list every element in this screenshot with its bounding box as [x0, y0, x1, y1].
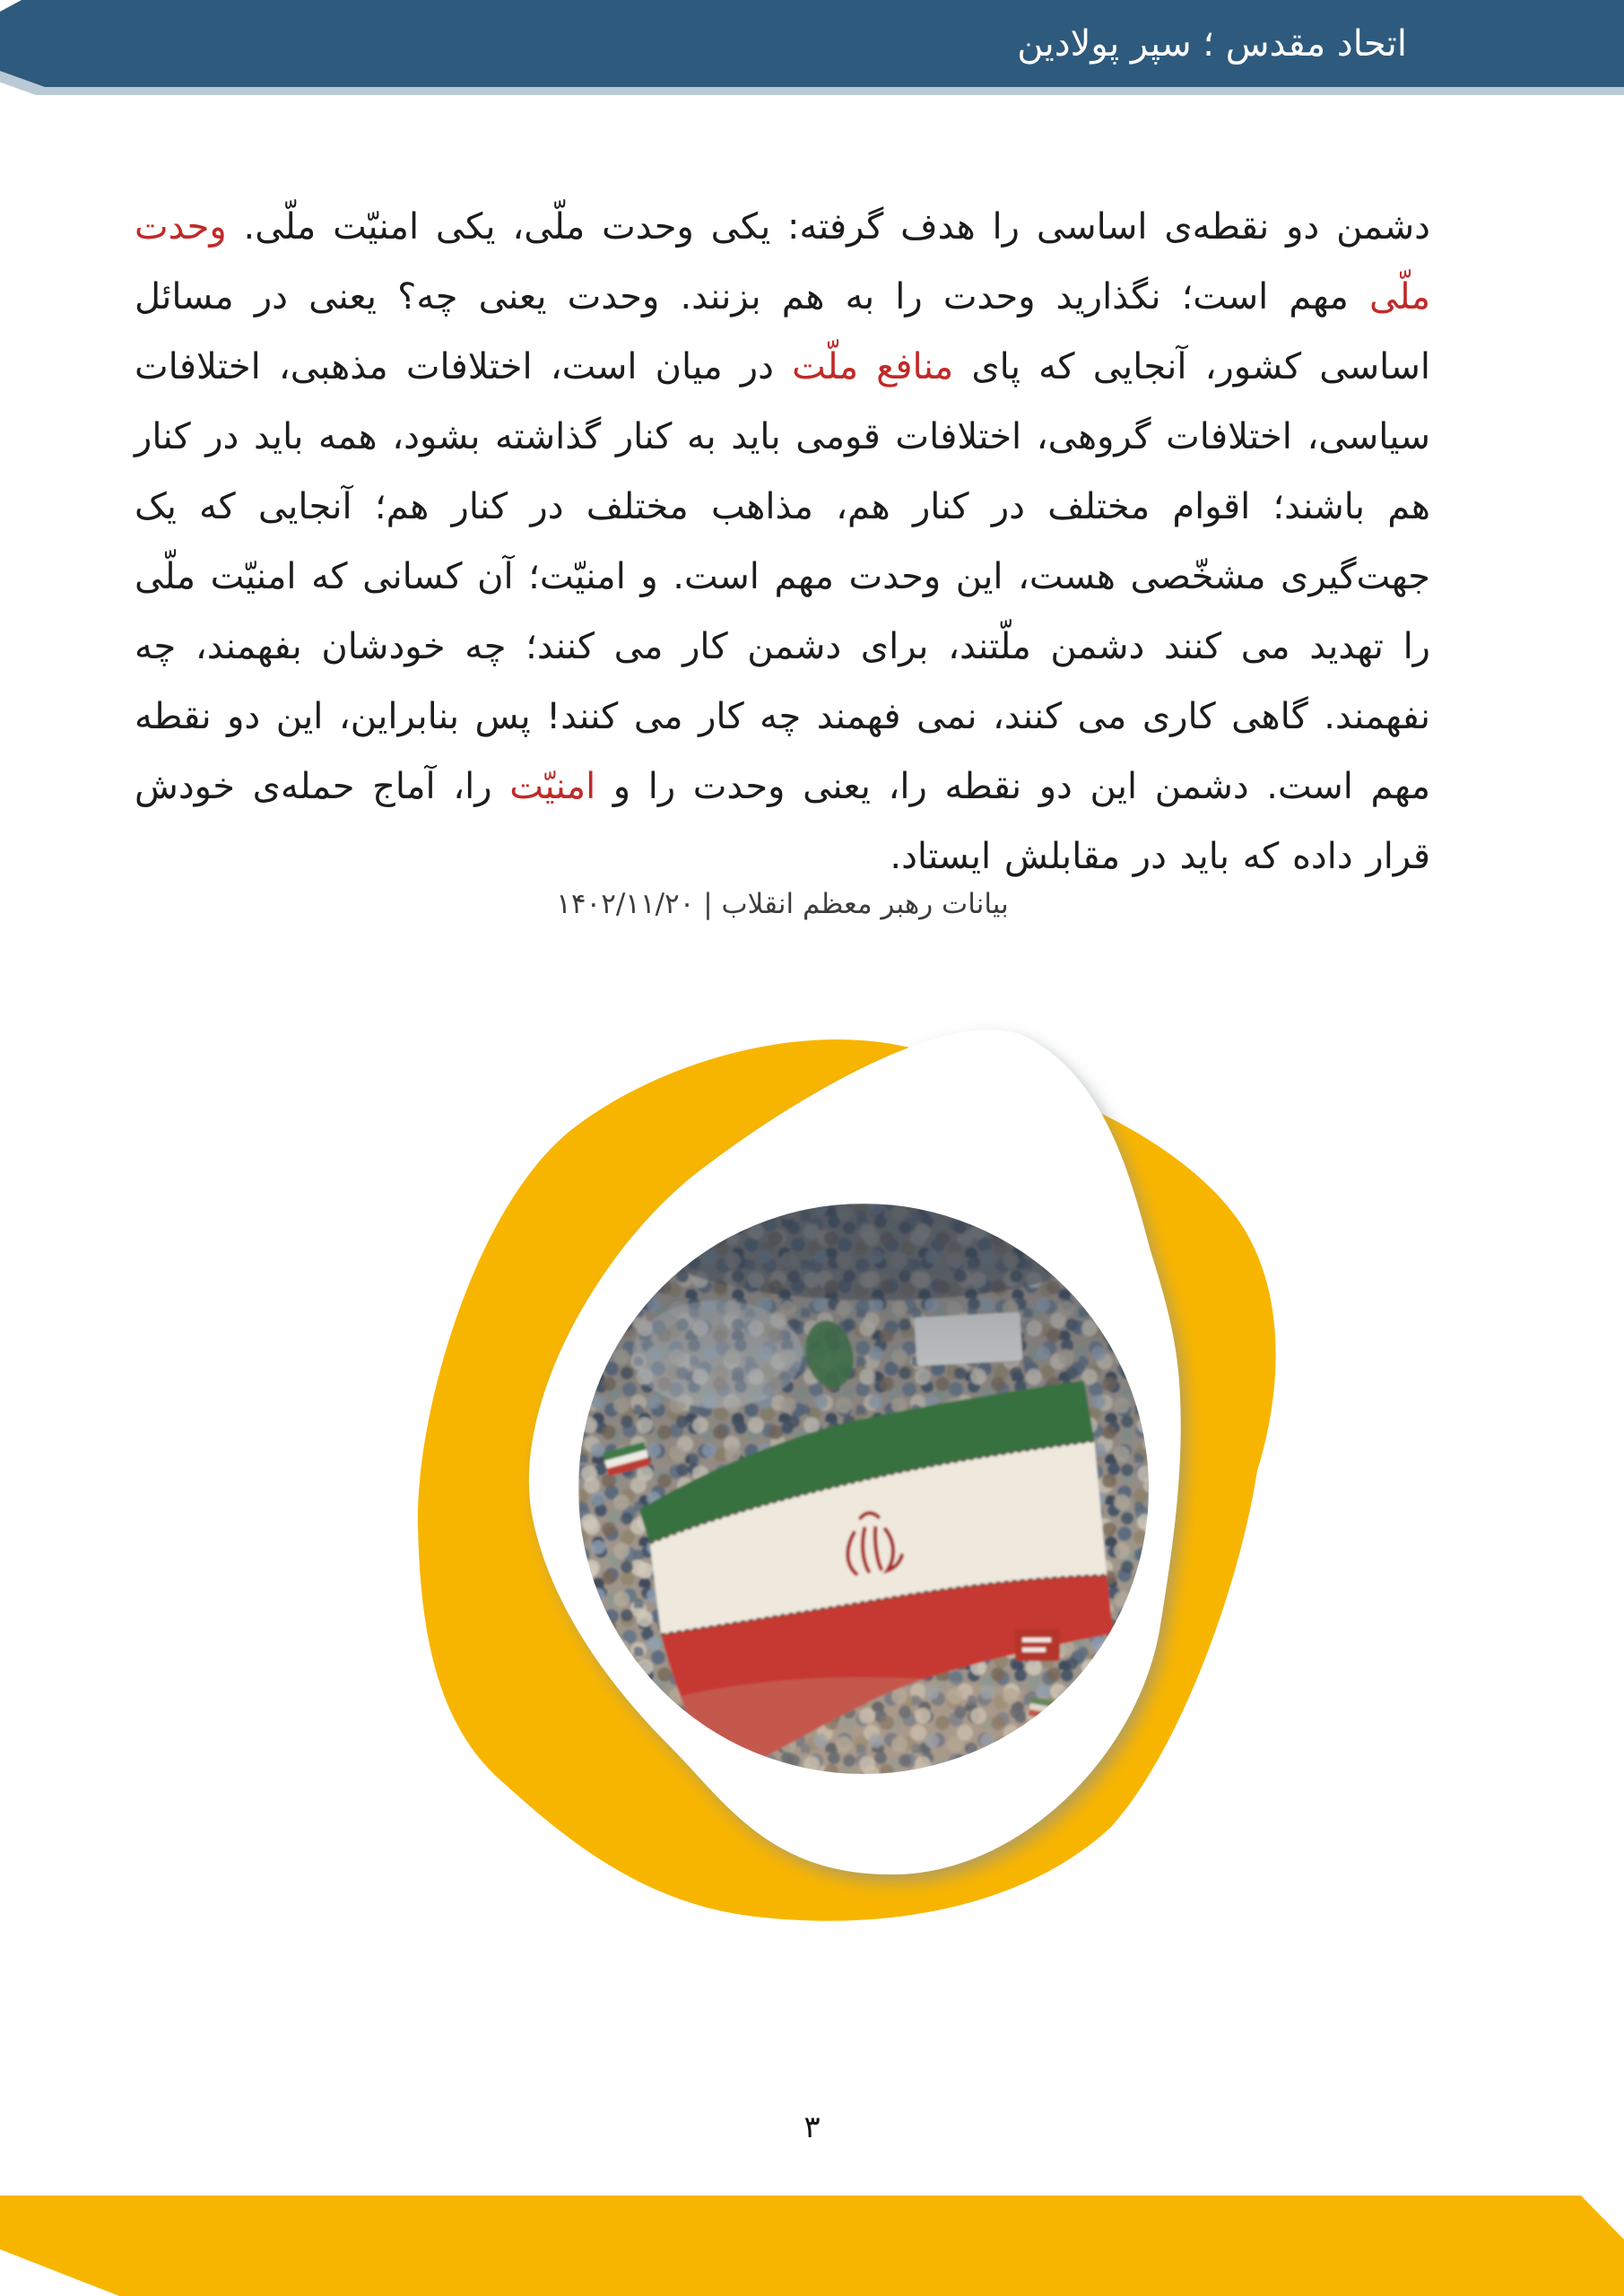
paragraph-text: را، آماج حمله‌ی خودش قرار داده که باید در مقابلش ایستاد.: [135, 766, 1430, 877]
page-title: اتحاد مقدس ؛ سپر پولادین: [1017, 22, 1407, 65]
highlighted-phrase: منافع ملّت: [792, 346, 954, 387]
highlighted-phrase: امنیّت: [509, 766, 596, 807]
paragraph-text: مهم است؛ نگذارید وحدت را به هم بزنند. وحدت یعنی چه؟ یعنی در مسائل اساسی کشور، آنجایی که پای: [135, 276, 1430, 387]
red-sign: [1015, 1629, 1060, 1661]
page-number: ۳: [803, 2109, 821, 2145]
paragraph-text: در میان است، اختلافات مذهبی، اختلافات سیاسی، اختلافات گروهی، اختلافات قومی باید به کنار گذاشته بشود، همه باید در کنار هم باشند؛ اقوام مختلف در کنار هم، مذاهب مختلف در کنار هم؛ آنجایی که یک جهت‌گیری مشخّصی هست، این وحدت مهم است. و امنیّت؛ آن کسانی که امنیّت ملّی را تهدید می کنند دشمن ملّتند، برای دشمن کار می کنند؛ چه خودشان بفهمند، چه نفهمند. گاهی کاری می کنند، نمی فهمند چه کار می کنند! پس بنابراین، این دو نقطه مهم است. دشمن این دو نقطه را، یعنی وحدت را و: [135, 346, 1430, 807]
citation-line: بیانات رهبر معظم انقلاب | ۱۴۰۲/۱۱/۲۰: [556, 888, 1009, 920]
body-paragraph: [135, 192, 1430, 891]
paragraph-text: دشمن دو نقطه‌ی اساسی را هدف گرفته: یکی وحدت ملّی، یکی امنیّت ملّی.: [226, 206, 1430, 248]
footer-ribbon-shape: [0, 2196, 1624, 2296]
decorative-blob-graphic: [341, 969, 1381, 1973]
footer-ribbon-shape-svg: [0, 2188, 1624, 2296]
highlighted-phrase: وحدت ملّی: [135, 206, 1430, 317]
